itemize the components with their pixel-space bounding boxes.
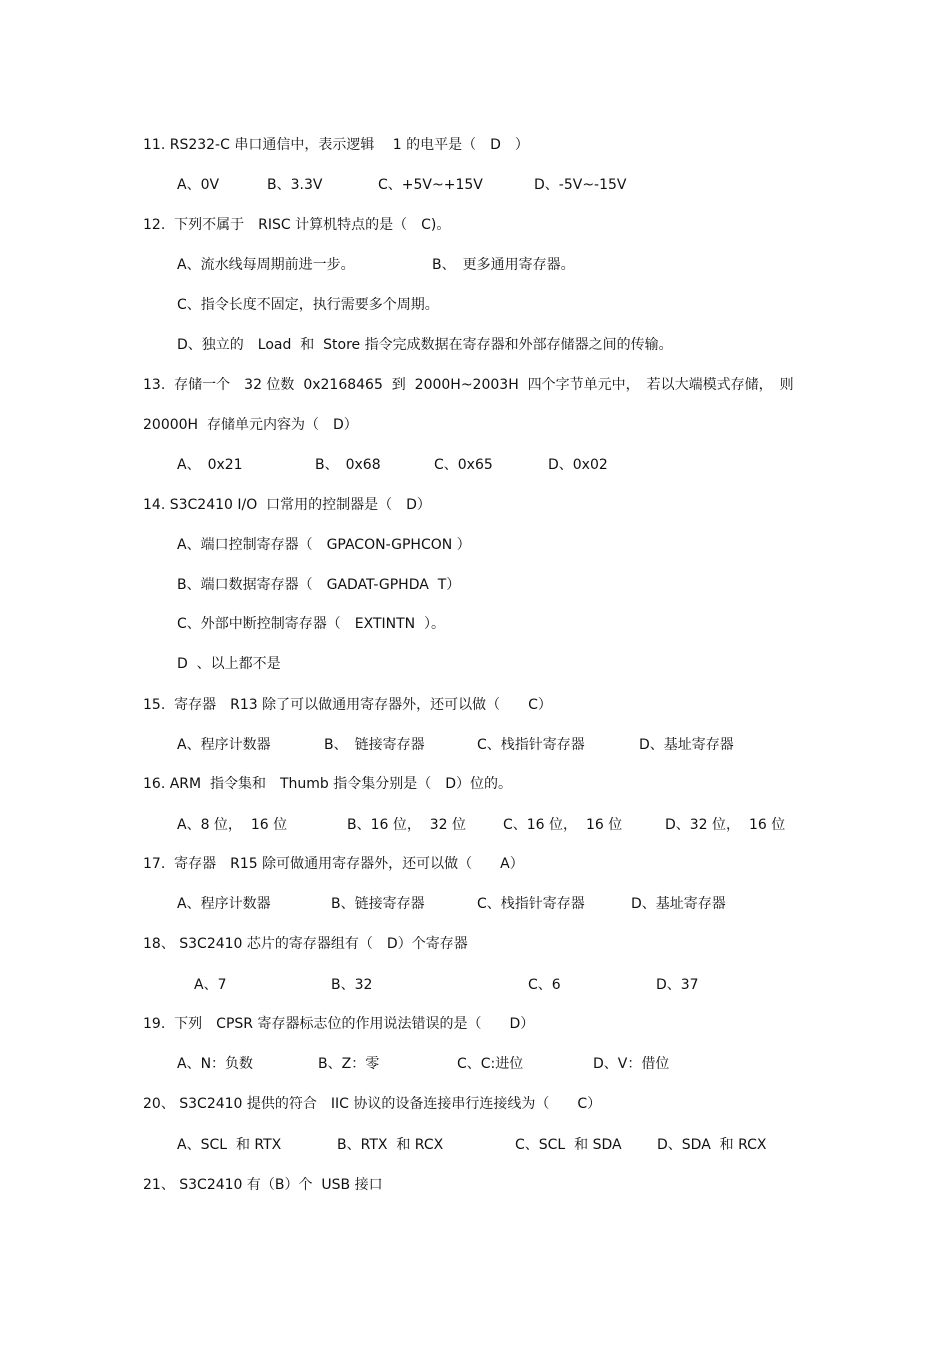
option-19-d: D、V：借位 (593, 1056, 670, 1072)
question-12: 12. 下列不属于 RISC 计算机特点的是（ C)。 (143, 217, 451, 233)
option-16-b: B、16 位， 32 位 (347, 817, 467, 833)
question-21: 21、 S3C2410 有（B）个 USB 接口 (143, 1177, 383, 1193)
question-14: 14. S3C2410 I/O 口常用的控制器是（ D） (143, 497, 431, 513)
option-15-a: A、程序计数器 (177, 737, 271, 753)
option-16-c: C、16 位， 16 位 (503, 817, 623, 833)
option-12-a: A、流水线每周期前进一步。 (177, 257, 355, 273)
option-15-d: D、基址寄存器 (639, 737, 734, 753)
question-13-cont: 20000H 存储单元内容为（ D） (143, 417, 358, 433)
option-12-b: B、 更多通用寄存器。 (432, 257, 575, 273)
option-18-b: B、32 (331, 977, 373, 993)
option-15-b: B、 链接寄存器 (324, 737, 425, 753)
option-11-b: B、3.3V (267, 177, 323, 193)
option-12-c: C、指令长度不固定，执行需要多个周期。 (177, 297, 439, 313)
option-12-d: D、独立的 Load 和 Store 指令完成数据在寄存器和外部存储器之间的传输。 (177, 337, 673, 353)
option-14-a: A、端口控制寄存器（ GPACON-GPHCON ） (177, 537, 471, 553)
option-19-b: B、Z：零 (318, 1056, 380, 1072)
question-20: 20、 S3C2410 提供的符合 IIC 协议的设备连接串行连接线为（ C） (143, 1096, 602, 1112)
option-17-d: D、基址寄存器 (631, 896, 726, 912)
option-11-a: A、0V (177, 177, 220, 193)
option-16-a: A、8 位， 16 位 (177, 817, 288, 833)
option-14-b: B、端口数据寄存器（ GADAT-GPHDA T） (177, 577, 461, 593)
option-18-c: C、6 (528, 977, 561, 993)
option-11-d: D、-5V~-15V (534, 177, 627, 193)
option-13-b: B、 0x68 (315, 457, 381, 473)
question-11: 11. RS232-C 串口通信中，表示逻辑 1 的电平是（ D ） (143, 137, 529, 153)
question-13: 13. 存储一个 32 位数 0x2168465 到 2000H~2003H 四个字节单元中， 若以大端模式存储， 则 (143, 377, 794, 393)
option-20-d: D、SDA 和 RCX (657, 1137, 767, 1153)
option-14-d: D 、以上都不是 (177, 656, 281, 672)
option-19-a: A、N：负数 (177, 1056, 254, 1072)
option-17-a: A、程序计数器 (177, 896, 271, 912)
option-18-d: D、37 (656, 977, 699, 993)
option-15-c: C、栈指针寄存器 (477, 737, 585, 753)
option-17-c: C、栈指针寄存器 (477, 896, 585, 912)
option-11-c: C、+5V~+15V (378, 177, 483, 193)
option-20-c: C、SCL 和 SDA (515, 1137, 622, 1153)
question-18: 18、 S3C2410 芯片的寄存器组有（ D）个寄存器 (143, 936, 468, 952)
option-13-a: A、 0x21 (177, 457, 243, 473)
option-17-b: B、链接寄存器 (331, 896, 425, 912)
option-13-c: C、0x65 (434, 457, 493, 473)
option-18-a: A、7 (194, 977, 227, 993)
option-20-b: B、RTX 和 RCX (337, 1137, 444, 1153)
option-13-d: D、0x02 (548, 457, 608, 473)
question-15: 15. 寄存器 R13 除了可以做通用寄存器外，还可以做（ C） (143, 697, 552, 713)
option-19-c: C、C:进位 (457, 1056, 524, 1072)
question-19: 19. 下列 CPSR 寄存器标志位的作用说法错误的是（ D） (143, 1016, 535, 1032)
option-20-a: A、SCL 和 RTX (177, 1137, 282, 1153)
option-14-c: C、外部中断控制寄存器（ EXTINTN ）。 (177, 616, 446, 632)
question-17: 17. 寄存器 R15 除可做通用寄存器外，还可以做（ A） (143, 856, 524, 872)
question-16: 16. ARM 指令集和 Thumb 指令集分别是（ D）位的。 (143, 776, 513, 792)
option-16-d: D、32 位， 16 位 (665, 817, 786, 833)
